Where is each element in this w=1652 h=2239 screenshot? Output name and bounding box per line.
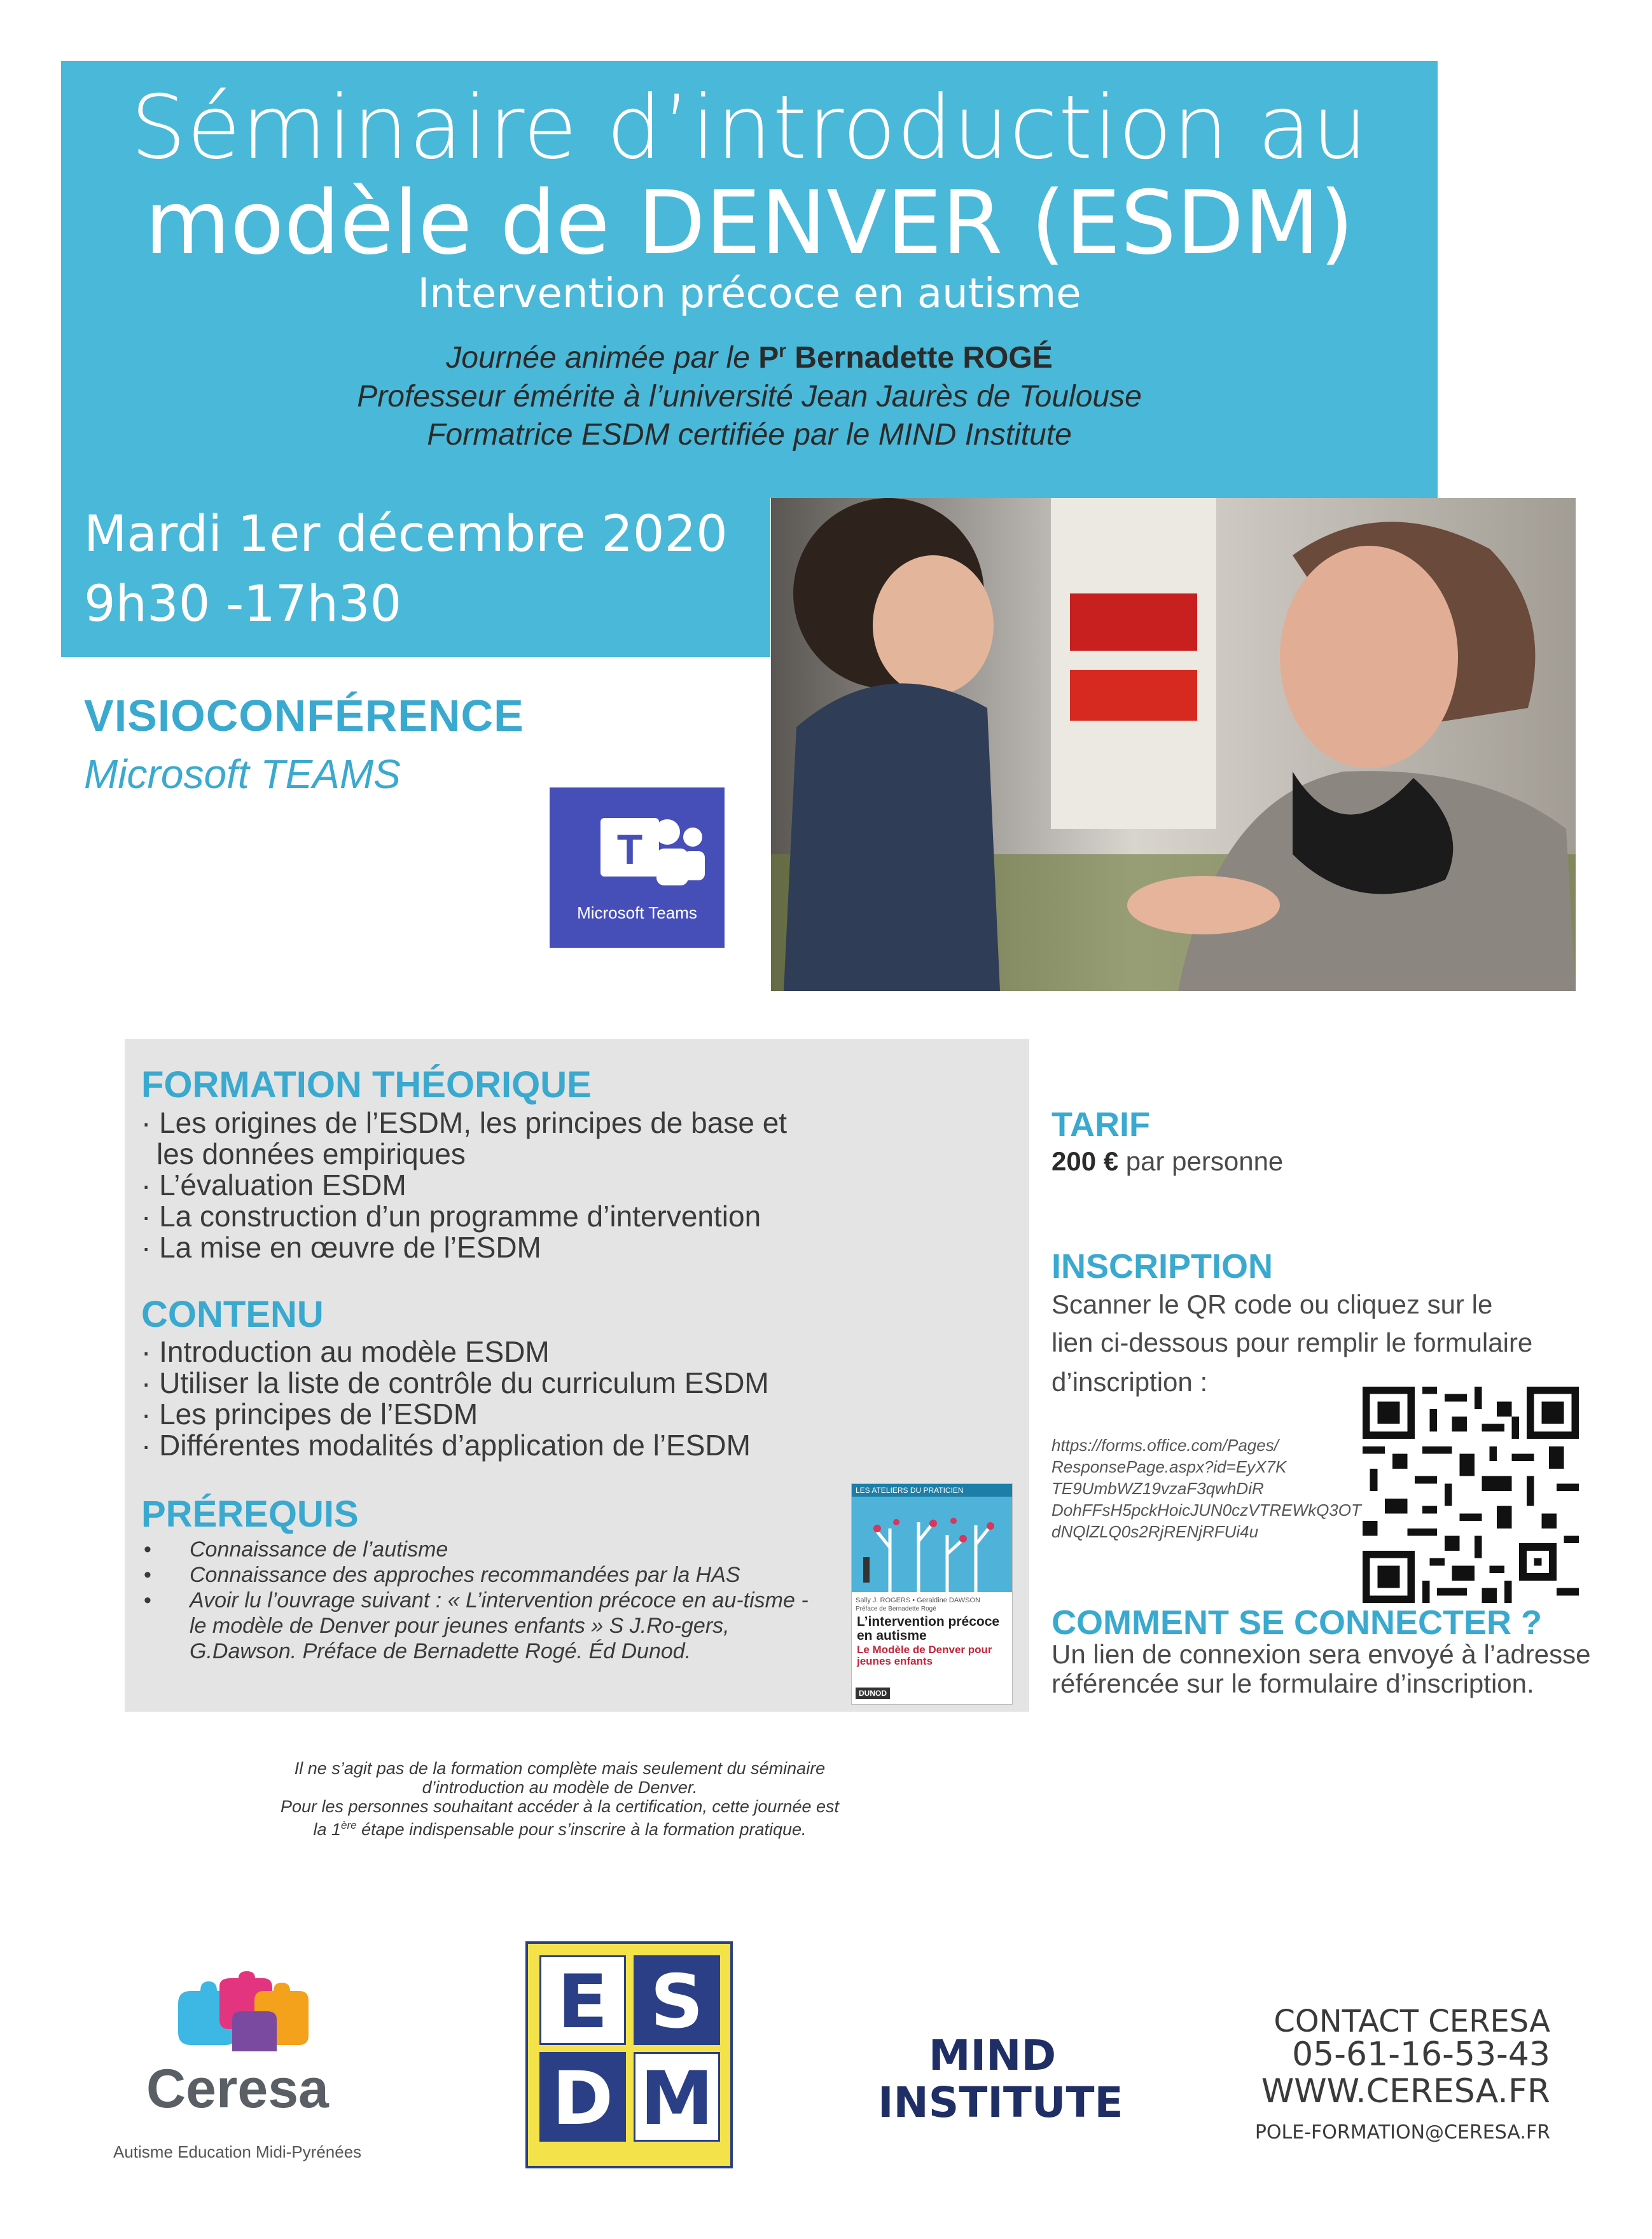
book-subtitle: Le Modèle de Denver pour jeunes enfants (857, 1644, 992, 1667)
photo-illustration (771, 498, 1576, 991)
footnote-line (159, 1816, 961, 1839)
connexion-text-2: référencée sur le formulaire d’inscription. (1052, 1668, 1534, 1698)
formation-item: · La construction d’un programme d’intervention (141, 1200, 761, 1233)
ceresa-puzzle-logo-icon (172, 1965, 318, 2058)
inscription-text-2: lien ci-dessous pour remplir le formulaire (1052, 1327, 1533, 1357)
contenu-list (141, 1336, 769, 1461)
event-date: Mardi 1er décembre 2020 (84, 506, 728, 563)
mind-line-1: MIND (928, 2031, 1057, 2080)
prerequis-item: • Connaissance de l’autisme (141, 1537, 828, 1562)
book-illustration (852, 1497, 1013, 1592)
visio-title: VISIOCONFÉRENCE (84, 691, 524, 740)
title-line-1: Séminaire d’introduction au (130, 76, 1368, 179)
contact-website-link[interactable]: WWW.CERESA.FR (1261, 2072, 1550, 2111)
formation-item: · L’évaluation ESDM (141, 1168, 406, 1202)
host-role-2: Formatrice ESDM certifiée par le MIND Institute (427, 418, 1072, 452)
tarif-unit: par personne (1118, 1146, 1284, 1176)
footnote-line-4-sup: ère (341, 1819, 357, 1831)
footnote-line: Pour les personnes souhaitant accéder à la certification, cette journée est (280, 1797, 839, 1816)
contact-email-link[interactable]: POLE-FORMATION@CERESA.FR (1254, 2121, 1550, 2144)
ceresa-tagline: Autisme Education Midi-Pyrénées (113, 2142, 362, 2161)
subtitle: Intervention précoce en autisme (417, 270, 1081, 317)
form-url-line: dNQlZLQ0s2RjRENjRFUi4u (1052, 1522, 1259, 1541)
formation-item: les données empiriques (156, 1137, 466, 1170)
host-title-sup: r (779, 340, 786, 361)
connexion-title: COMMENT SE CONNECTER ? (1052, 1604, 1543, 1642)
inscription-title: INSCRIPTION (1052, 1247, 1274, 1286)
book-publisher: DUNOD (856, 1688, 890, 1699)
book-cover (851, 1483, 1013, 1705)
form-url-line: TE9UmbWZ19vzaF3qwhDiR (1052, 1479, 1264, 1498)
footnote-line-4-post: étape indispensable pour s’inscrire à la formation pratique. (356, 1820, 807, 1839)
mind-institute-logo (878, 2031, 1123, 2127)
inscription-form-link[interactable] (1052, 1434, 1361, 1542)
esdm-letter-d: D (539, 2052, 626, 2142)
prerequis-item: • Connaissance des approches recommandées par la HAS (141, 1562, 828, 1588)
host-name-text: Bernadette ROGÉ (786, 341, 1053, 375)
connexion-text-1: Un lien de connexion sera envoyé à l’adresse (1052, 1639, 1591, 1669)
teams-label: Microsoft Teams (577, 903, 697, 922)
esdm-letter-s: S (634, 1955, 720, 2045)
visio-platform: Microsoft TEAMS (84, 751, 401, 797)
host-role-1: Professeur émérite à l’université Jean Jaurès de Toulouse (357, 380, 1142, 413)
event-time: 9h30 -17h30 (84, 576, 402, 633)
photo-trainer-with-child (771, 498, 1576, 991)
footnote-line-4-pre: la 1 (313, 1820, 342, 1839)
contact-phone[interactable]: 05-61-16-53-43 (1292, 2035, 1550, 2074)
host-title: P (758, 341, 779, 375)
title-line-2: modèle de DENVER (ESDM) (144, 172, 1354, 274)
contenu-item: · Utiliser la liste de contrôle du curriculum ESDM (141, 1366, 769, 1399)
host-name (758, 341, 1052, 375)
formation-item: · La mise en œuvre de l’ESDM (141, 1231, 541, 1264)
esdm-letter-m: M (634, 2052, 720, 2142)
formation-title: FORMATION THÉORIQUE (141, 1064, 592, 1106)
contenu-item: · Les principes de l’ESDM (141, 1397, 478, 1431)
contenu-item: · Introduction au modèle ESDM (141, 1335, 550, 1368)
book-preface: Préface de Bernadette Rogé (856, 1605, 936, 1612)
form-url-line: DohFFsH5pckHoicJUN0czVTREWkQ3OT (1052, 1501, 1361, 1520)
teams-letter: T (616, 826, 643, 873)
book-title: L’intervention précoce en autisme (857, 1614, 1000, 1643)
tarif-price (1052, 1142, 1283, 1181)
footnote (159, 1759, 961, 1839)
ceresa-name: Ceresa (146, 2058, 329, 2119)
contenu-item: · Différentes modalités d’application de l’ESDM (141, 1429, 751, 1462)
form-url-line: https://forms.office.com/Pages/ (1052, 1436, 1279, 1455)
mind-line-2: INSTITUTE (878, 2078, 1123, 2127)
esdm-logo (525, 1941, 733, 2168)
footnote-line: d’introduction au modèle de Denver. (422, 1778, 698, 1797)
host-prefix: Journée animée par le (446, 341, 759, 375)
footnote-line: Il ne s’agit pas de la formation complète mais seulement du séminaire (294, 1759, 826, 1778)
host-line (61, 340, 1438, 375)
contact-title: CONTACT CERESA (1274, 2004, 1550, 2039)
contenu-title: CONTENU (141, 1294, 324, 1335)
esdm-letter-e: E (539, 1955, 626, 2045)
formation-list (141, 1107, 787, 1263)
book-series: LES ATELIERS DU PRATICIEN (852, 1484, 1012, 1497)
form-url-line: ResponsePage.aspx?id=EyX7K (1052, 1457, 1287, 1476)
teams-glyph (550, 787, 725, 899)
prerequis-item: • Avoir lu l’ouvrage suivant : « L’intervention précoce en au-tisme - le modèle de Denver pour jeunes enfants » S J.Ro-gers, G.Dawson. Préface de Bernadette Rogé. Éd Dunod. (141, 1588, 828, 1664)
book-authors: Sally J. ROGERS • Geraldine DAWSON (856, 1597, 980, 1604)
qr-code (1363, 1387, 1579, 1603)
inscription-text-1: Scanner le QR code ou cliquez sur le (1052, 1289, 1493, 1319)
inscription-text-3: d’inscription : (1052, 1367, 1208, 1397)
prerequis-title: PRÉREQUIS (141, 1494, 359, 1535)
microsoft-teams-icon (550, 787, 725, 948)
tarif-title: TARIF (1052, 1106, 1150, 1144)
tarif-amount: 200 € (1052, 1146, 1119, 1176)
prerequis-list (141, 1537, 828, 1664)
formation-item: · Les origines de l’ESDM, les principes de base et (141, 1106, 788, 1139)
